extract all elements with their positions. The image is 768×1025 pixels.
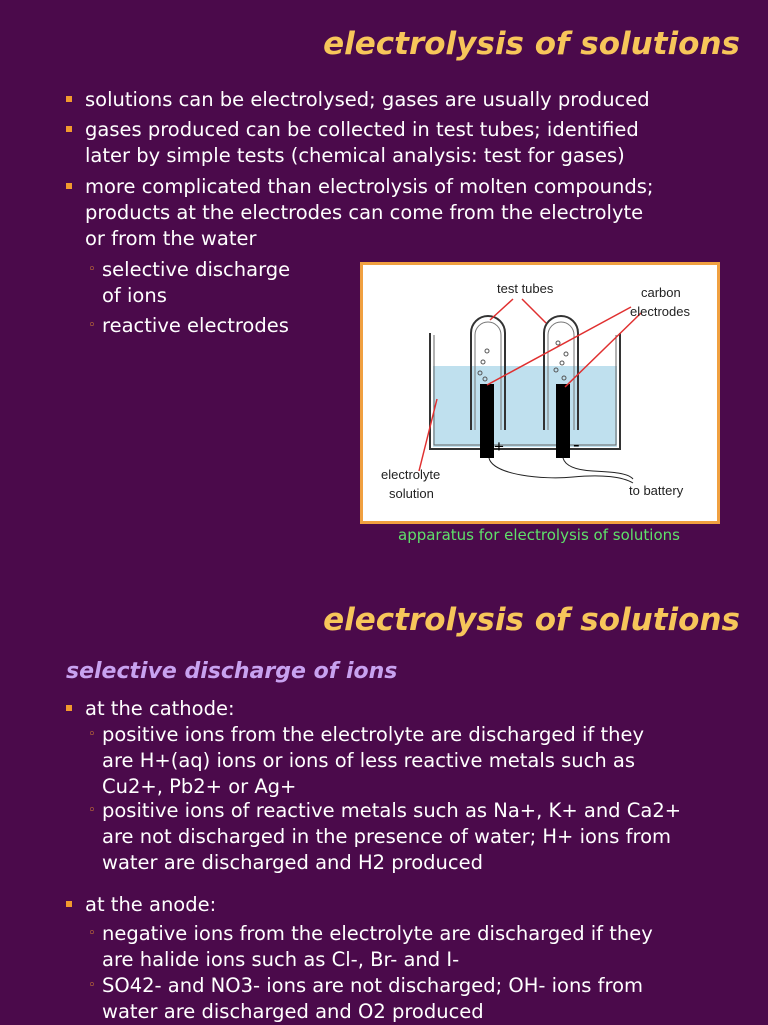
bullet-text: at the cathode: [85,697,235,720]
label-carbon: carbon [641,285,681,300]
bullet-text: later by simple tests (chemical analysis: test for gases) [85,144,625,167]
bullet-text: solutions can be electrolysed; gases are usually produced [85,88,650,111]
apparatus-diagram [363,265,717,521]
label-minus: - [573,434,580,456]
sub-bullet-marker: ◦ [88,727,96,742]
bullet-marker [66,126,72,132]
sub-bullet-text: negative ions from the electrolyte are discharged if they [102,922,653,945]
sub-bullet-item [88,798,681,876]
sub-bullet-item [88,921,653,973]
label-test-tubes: test tubes [497,281,554,296]
bullet-marker [66,183,72,189]
apparatus-figure [360,262,720,524]
bullet-marker [66,96,72,102]
bullet-text: gases produced can be collected in test tubes; identified [85,118,639,141]
label-electrolyte: electrolyte [381,467,441,482]
bullet-item [66,117,746,169]
sub-bullet-text: positive ions from the electrolyte are discharged if they [102,723,644,746]
bullet-item [66,174,746,252]
sub-bullet-text: are halide ions such as Cl-, Br- and I- [102,948,460,971]
label-electrodes: electrodes [630,304,690,319]
sub-bullet-text: SO42- and NO3- ions are not discharged; OH- ions from [102,974,644,997]
slide-subtitle: selective discharge of ions [66,659,398,684]
wire-left [489,458,633,483]
sub-bullet-text: are not discharged in the presence of water; H+ ions from [102,825,672,848]
bullet-marker [66,705,72,711]
sub-bullet-text: reactive electrodes [102,314,289,337]
label-battery: to battery [629,483,684,498]
sub-bullet-item [88,257,290,309]
gas-left [476,335,500,345]
sub-bullet-marker: ◦ [88,803,96,818]
bullet-text: products at the electrodes can come from the electrolyte [85,201,644,224]
slide-title: electrolysis of solutions [323,26,740,62]
sub-bullet-text: are H+(aq) ions or ions of less reactive metals such as [102,749,636,772]
sub-bullet-item [88,722,644,800]
sub-bullet-text: water are discharged and H2 produced [102,851,483,874]
sub-bullet-marker: ◦ [88,926,96,941]
electrolyte-liquid [433,366,617,447]
label-plus: + [494,437,504,456]
bullet-item [66,892,746,918]
bullet-text: more complicated than electrolysis of molten compounds; [85,175,654,198]
sub-bullet-text: positive ions of reactive metals such as Na+, K+ and Ca2+ [102,799,682,822]
sub-bullet-marker: ◦ [88,318,96,333]
sub-bullet-marker: ◦ [88,262,96,277]
sub-bullet-text: water are discharged and O2 produced [102,1000,484,1023]
slide-title: electrolysis of solutions [323,602,740,638]
sub-bullet-item [88,313,289,339]
label-solution: solution [389,486,434,501]
figure-caption: apparatus for electrolysis of solutions [398,526,680,544]
electrode-left [480,384,494,458]
bullet-item [66,696,746,722]
bullet-text: or from the water [85,227,257,250]
electrode-right [556,384,570,458]
sub-bullet-text: selective discharge [102,258,291,281]
bullet-item [66,87,746,113]
sub-bullet-text: Cu2+, Pb2+ or Ag+ [102,775,297,798]
sub-bullet-item [88,973,643,1025]
bullet-marker [66,901,72,907]
bullet-text: at the anode: [85,893,217,916]
sub-bullet-text: of ions [102,284,167,307]
sub-bullet-marker: ◦ [88,978,96,993]
